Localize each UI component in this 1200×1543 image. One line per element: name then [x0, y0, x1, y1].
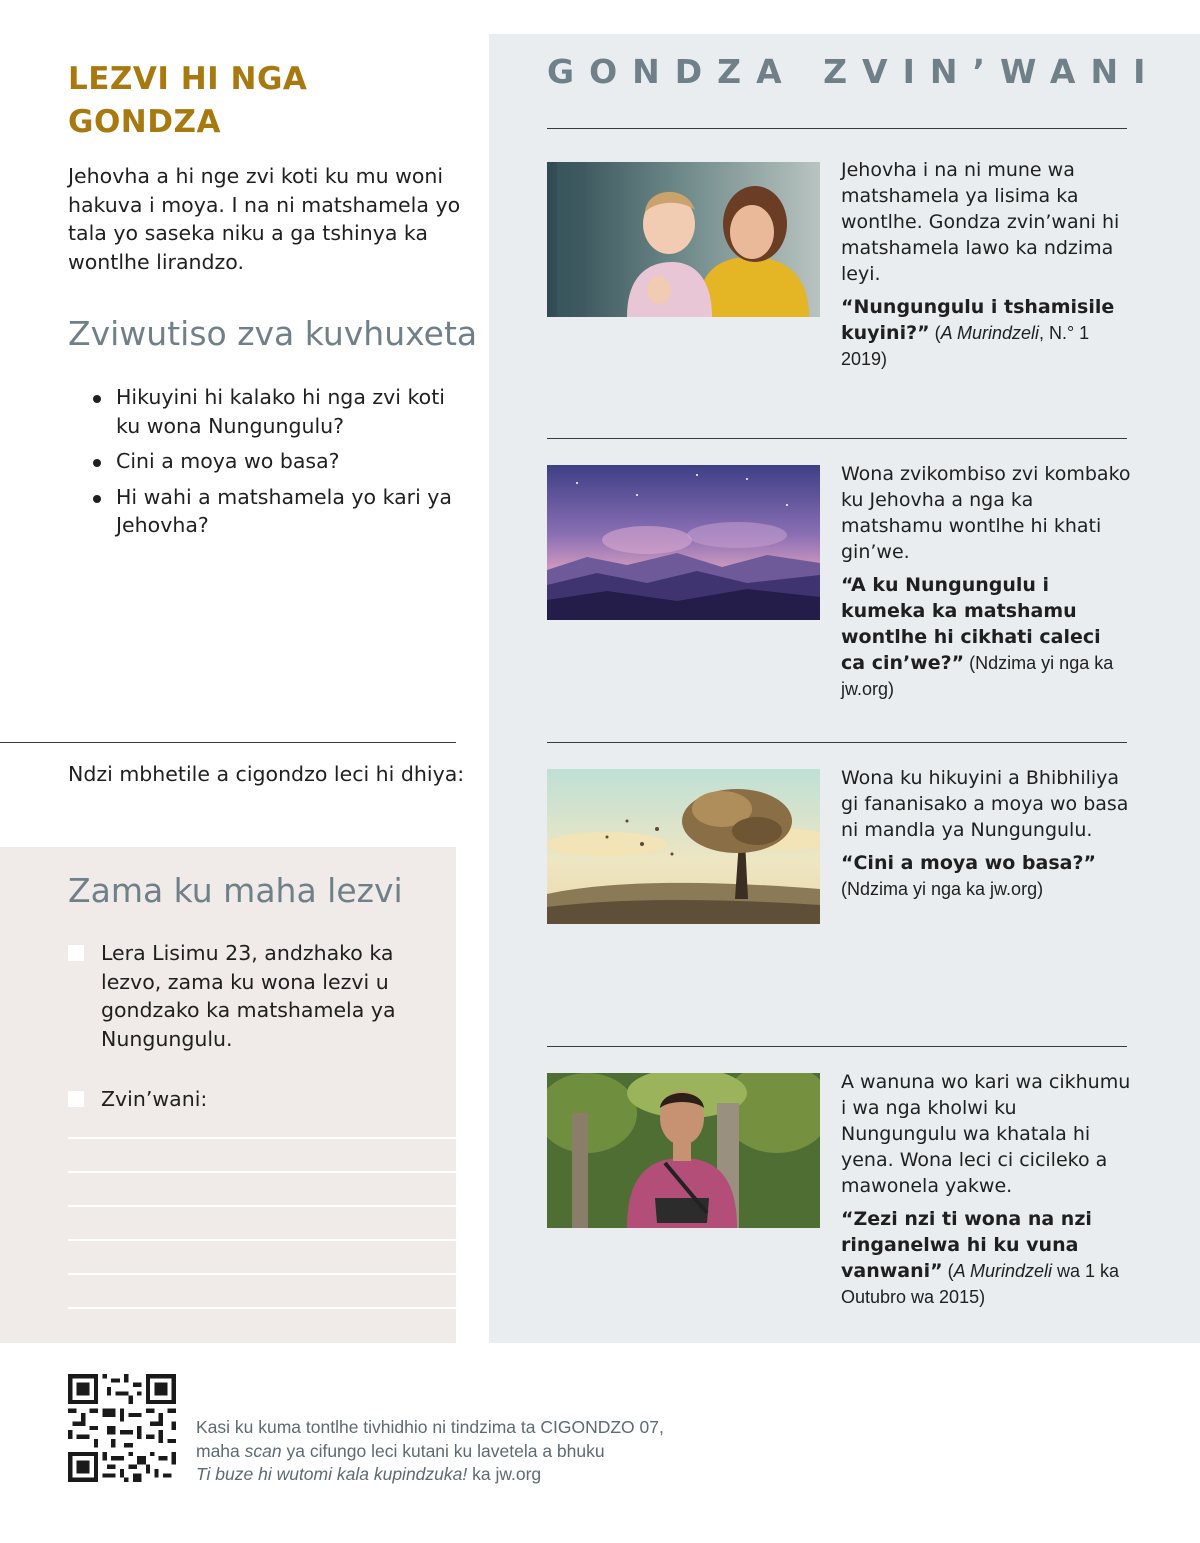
source-prefix: (: [929, 323, 941, 343]
footer-scan: scan: [244, 1440, 282, 1461]
review-question: [90, 483, 460, 540]
divider: [547, 1046, 1127, 1047]
article-link[interactable]: “Cini a moya wo basa?”: [841, 852, 1096, 874]
question-text: Hikuyini hi kalako hi nga zvi koti ku wona Nungungulu?: [116, 385, 445, 438]
publication-name: A Murindzeli: [953, 1261, 1053, 1281]
sunrise-over-mountains-image[interactable]: [547, 465, 820, 620]
checkbox[interactable]: [68, 1091, 84, 1107]
source-note: (Ndzima yi nga ka jw.org): [841, 653, 1114, 699]
try-this-box: [0, 847, 456, 1343]
tree-in-wind-image[interactable]: [547, 769, 820, 924]
task-text: Lera Lisimu 23, andzhako ka lezvo, zama ku wona lezvi u gondzako ka matshamela ya Nungungulu.: [101, 941, 396, 1051]
learn-more-title: GONDZA ZVIN’WANI: [547, 52, 1161, 91]
learn-more-entry: [841, 1069, 1131, 1310]
completed-on-label: Ndzi mbhetile a cigondzo leci hi dhiya:: [68, 762, 465, 786]
footer-site: ka jw.org: [467, 1464, 542, 1484]
qr-code[interactable]: [68, 1374, 176, 1482]
question-text: Cini a moya wo basa?: [116, 449, 340, 473]
entry-reference[interactable]: [841, 294, 1131, 372]
task-checkbox-item[interactable]: [68, 939, 438, 1053]
writing-line[interactable]: [68, 1137, 456, 1139]
review-question: [90, 383, 460, 440]
footer-line: Kasi ku kuma tontlhe tivhidhio ni tindzima ta CIGONDZO 07,: [196, 1417, 664, 1437]
divider: [547, 742, 1127, 743]
divider: [0, 742, 456, 743]
entry-description: Jehovha i na ni mune wa matshamela ya lisima ka wontlhe. Gondza zvin’wani hi matshamela lawo ka ndzima leyi.: [841, 159, 1120, 285]
source-suffix: , N.° 1 2019): [841, 323, 1090, 369]
source-suffix: wa 1 ka Outubro wa 2015): [841, 1261, 1120, 1307]
footer-line-prefix: maha: [196, 1440, 245, 1461]
learn-more-entry: [841, 765, 1131, 902]
review-question: [90, 447, 460, 476]
goal-checkbox-item[interactable]: [68, 1085, 438, 1114]
blind-man-smiling-image[interactable]: [547, 1073, 820, 1228]
footer-note: [196, 1416, 816, 1487]
mother-holding-baby-image[interactable]: [547, 162, 820, 317]
publication-name: A Murindzeli: [940, 323, 1039, 343]
entry-reference[interactable]: [841, 850, 1131, 902]
writing-line[interactable]: [68, 1205, 456, 1207]
article-link[interactable]: “Zezi nzi ti wona na nzi ringanelwa hi ku vuna vanwani”: [841, 1208, 1092, 1282]
learn-more-entry: [841, 157, 1131, 372]
entry-reference[interactable]: [841, 1206, 1131, 1310]
goal-label: Zvin’wani:: [101, 1087, 208, 1111]
review-questions-title: Zviwutiso zva kuvhuxeta: [68, 314, 478, 353]
bullet-icon: [93, 395, 101, 403]
question-text: Hi wahi a matshamela yo kari ya Jehovha?: [116, 484, 452, 537]
divider: [547, 438, 1127, 439]
source-prefix: (: [942, 1261, 954, 1281]
writing-line[interactable]: [68, 1171, 456, 1173]
checkbox[interactable]: [68, 945, 84, 961]
writing-line[interactable]: [68, 1307, 456, 1309]
bullet-icon: [93, 495, 101, 503]
writing-line[interactable]: [68, 1239, 456, 1241]
review-questions-list: [90, 383, 460, 547]
try-this-title: Zama ku maha lezvi: [68, 871, 403, 910]
lesson-heading: LEZVI HI NGA GONDZA: [68, 61, 308, 140]
article-link[interactable]: “Nungungulu i tshamisile kuyini?”: [841, 296, 1115, 344]
entry-reference[interactable]: [841, 572, 1131, 702]
divider: [547, 128, 1127, 129]
footer-line-suffix: ya cifungo leci kutani ku lavetela a bhuku: [281, 1440, 605, 1461]
intro-paragraph: Jehovha a hi nge zvi koti ku mu woni hakuva i moya. I na ni matshamela yo tala yo saseka niku a ga tshinya ka wontlhe lirandzo.: [68, 164, 461, 274]
entry-description: Wona zvikombiso zvi kombako ku Jehovha a nga ka matshamu wontlhe hi khati gin’we.: [841, 463, 1131, 563]
entry-description: A wanuna wo kari wa cikhumu i wa nga kholwi ku Nungungulu wa khatala hi yena. Wona leci ci cicileko a mawonela yakwe.: [841, 1071, 1131, 1197]
bullet-icon: [93, 459, 101, 467]
writing-line[interactable]: [68, 1273, 456, 1275]
book-title: Ti buze hi wutomi kala kupindzuka!: [196, 1464, 468, 1484]
learn-more-entry: [841, 461, 1131, 702]
article-link[interactable]: “A ku Nungungulu i kumeka ka matshamu wontlhe hi cikhati caleci ca cin’we?”: [841, 574, 1101, 674]
source-note: (Ndzima yi nga ka jw.org): [841, 879, 1044, 899]
entry-description: Wona ku hikuyini a Bhibhiliya gi fananisako a moya wo basa ni mandla ya Nungungulu.: [841, 767, 1129, 841]
